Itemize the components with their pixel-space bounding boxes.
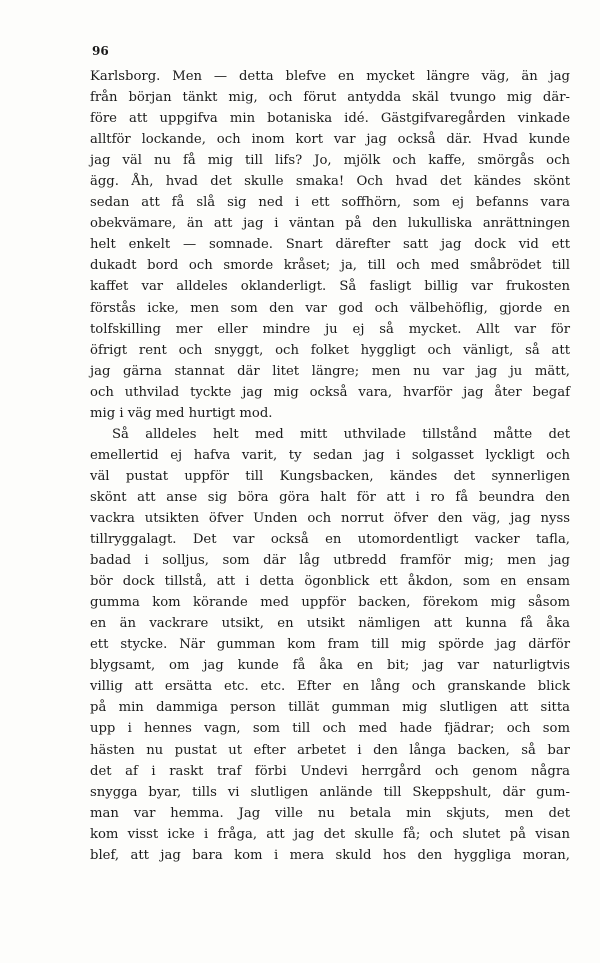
text-line: kaffet var alldeles oklanderligt. Så fasligt billig var frukosten bbox=[90, 279, 570, 295]
text-line: jag väl nu få mig till lifs? Jo, mjölk och kaffe, smörgås och bbox=[90, 153, 570, 169]
text-line: kom visst icke i fråga, att jag det skulle få; och slutet på visan bbox=[90, 826, 570, 842]
text-line: hästen nu pustat ut efter arbetet i den långa backen, så bar bbox=[90, 742, 570, 758]
text-line: dukadt bord och smorde kråset; ja, till och med småbrödet till bbox=[90, 258, 570, 274]
text-line: blygsamt, om jag kunde få åka en bit; jag var naturligtvis bbox=[90, 658, 570, 674]
text-line: emellertid ej hafva varit, ty sedan jag i solgasset lyckligt och bbox=[90, 447, 570, 463]
text-line: man var hemma. Jag ville nu betala min skjuts, men det bbox=[90, 805, 570, 821]
text-line: förstås icke, men som den var god och välbehöflig, gjorde en bbox=[90, 300, 570, 316]
text-line: sedan att få slå sig ned i ett soffhörn, som ej befanns vara bbox=[90, 195, 570, 211]
text-line: gumma kom körande med uppför backen, förekom mig såsom bbox=[90, 595, 570, 611]
text-line: Karlsborg. Men — detta blefve en mycket längre väg, än jag bbox=[90, 69, 570, 84]
text-line: mig i väg med hurtigt mod. bbox=[90, 405, 273, 421]
text-line: bör dock tillstå, att i detta ögonblick ett åkdon, som en ensam bbox=[90, 574, 570, 590]
text-line: en än vackrare utsikt, en utsikt nämligen att kunna få åka bbox=[90, 616, 570, 632]
text-line: alltför lockande, och inom kort var jag också där. Hvad kunde bbox=[90, 132, 570, 148]
text-line: och uthvilad tyckte jag mig också vara, hvarför jag åter begaf bbox=[90, 384, 570, 400]
text-line: ägg. Åh, hvad det skulle smaka! Och hvad det kändes skönt bbox=[90, 174, 570, 190]
text-line: ett stycke. När gumman kom fram till mig spörde jag därför bbox=[90, 637, 570, 653]
text-line: snygga byar, tills vi slutligen anlände till Skeppshult, där gum- bbox=[90, 784, 570, 800]
text-line: upp i hennes vagn, som till och med hade fjädrar; och som bbox=[90, 721, 570, 737]
text-line: helt enkelt — somnade. Snart därefter satt jag dock vid ett bbox=[90, 237, 570, 253]
text-line: vackra utsikten öfver Unden och norrut öfver den väg, jag nyss bbox=[90, 510, 570, 526]
text-line: obekvämare, än att jag i väntan på den lukulliska anrättningen bbox=[90, 216, 570, 232]
body-text bbox=[90, 66, 570, 866]
text-line: före att uppgifva min botaniska idé. Gästgifvaregården vinkade bbox=[90, 111, 570, 127]
text-line: skönt att anse sig böra göra halt för att i ro få beundra den bbox=[90, 489, 570, 505]
text-line: Så alldeles helt med mitt uthvilade tillstånd måtte det bbox=[112, 426, 570, 442]
text-line: jag gärna stannat där litet längre; men nu var jag ju mätt, bbox=[90, 363, 570, 379]
text-line: blef, att jag bara kom i mera skuld hos den hyggliga moran, bbox=[90, 847, 570, 863]
text-line: på min dammiga person tillät gumman mig slutligen att sitta bbox=[90, 700, 570, 716]
text-line: tolfskilling mer eller mindre ju ej så mycket. Allt var för bbox=[90, 321, 570, 337]
text-line: badad i solljus, som där låg utbredd framför mig; men jag bbox=[90, 553, 570, 569]
paragraph bbox=[90, 424, 570, 866]
paragraph bbox=[90, 66, 570, 424]
text-line: tillryggalagt. Det var också en utomordentligt vacker tafla, bbox=[90, 532, 570, 548]
text-line: det af i raskt traf förbi Undevi herrgård och genom några bbox=[90, 763, 570, 779]
text-line: öfrigt rent och snyggt, och folket hyggligt och vänligt, så att bbox=[90, 342, 570, 358]
text-line: väl pustat uppför till Kungsbacken, kändes det synnerligen bbox=[90, 468, 570, 484]
text-line: villig att ersätta etc. etc. Efter en lång och granskande blick bbox=[90, 679, 570, 695]
text-line: från början tänkt mig, och förut antydda skäl tvungo mig där- bbox=[90, 90, 570, 106]
page-number: 96 bbox=[92, 44, 109, 58]
